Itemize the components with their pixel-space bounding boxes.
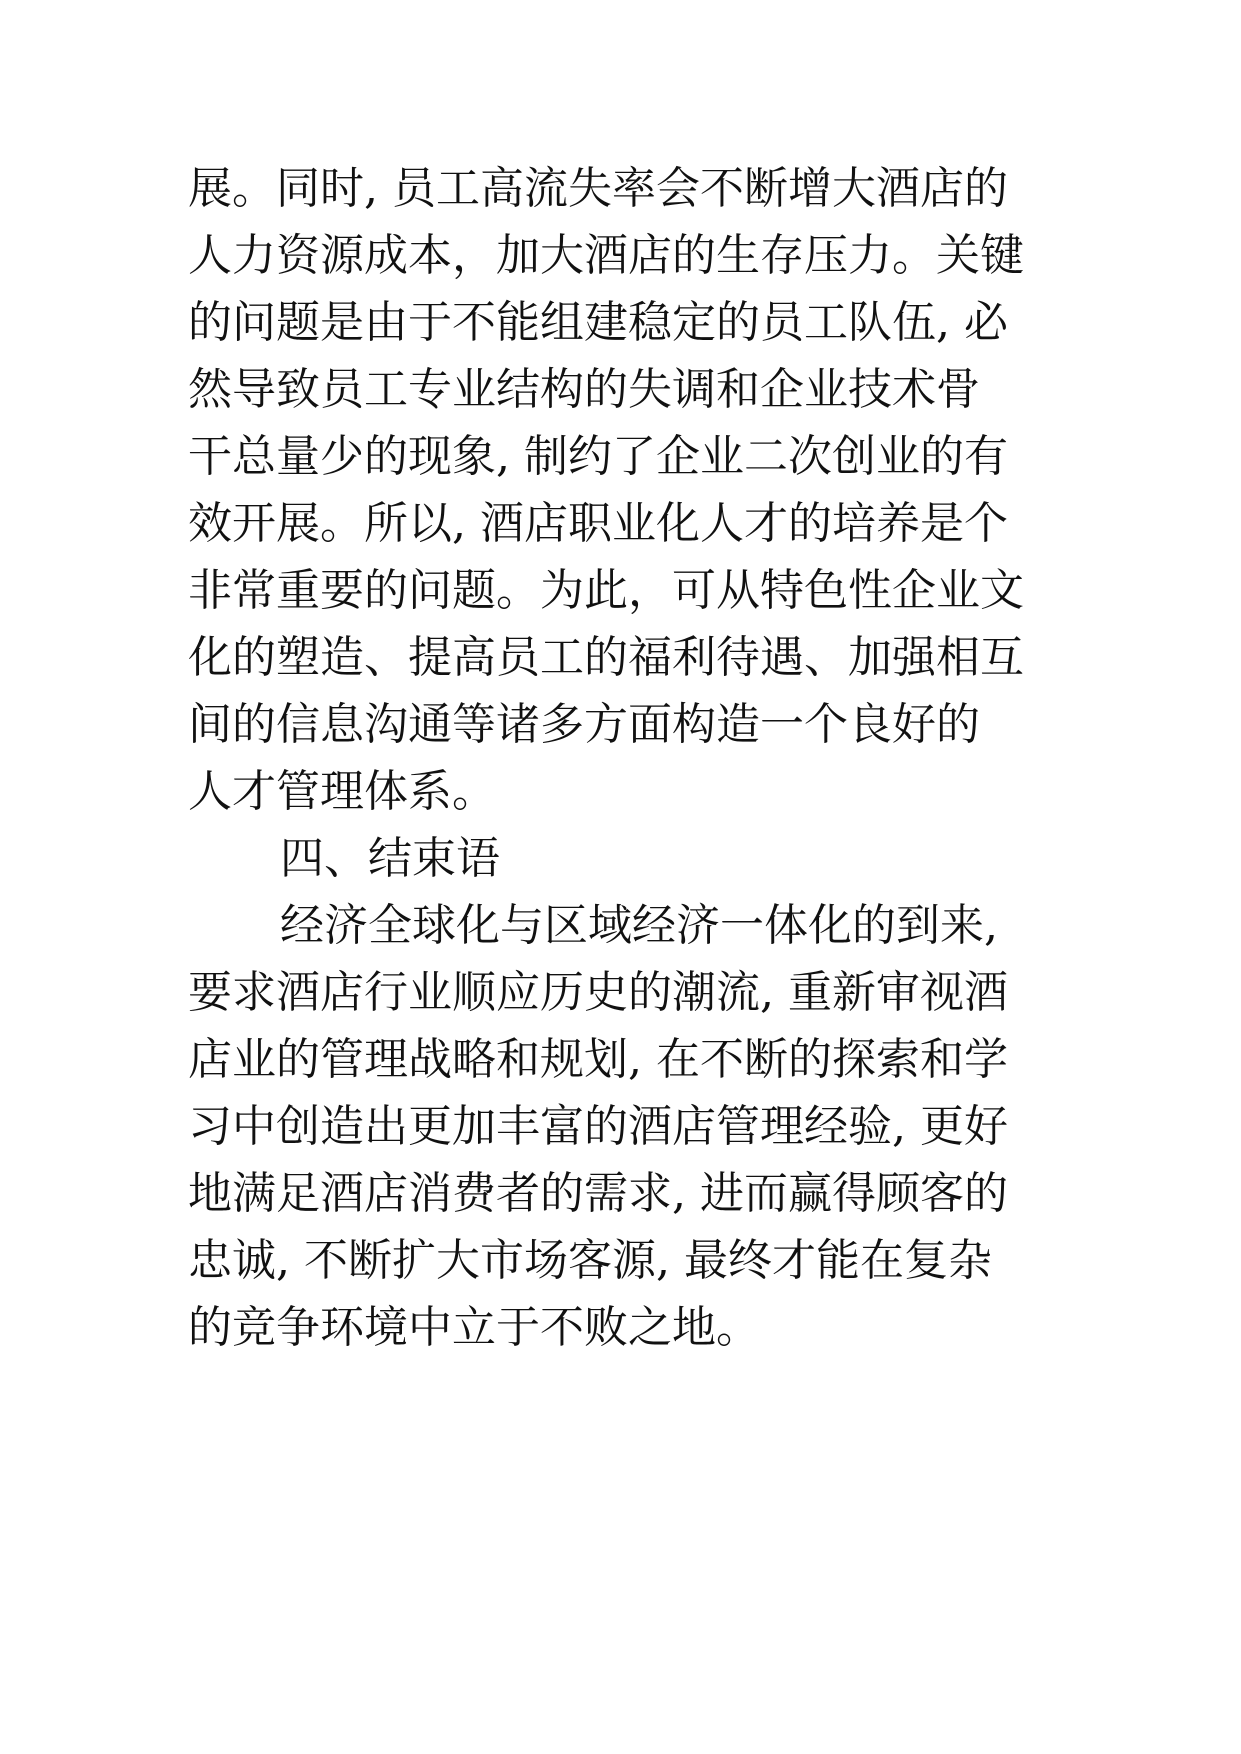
paragraph-line: 人才管理体系。: [188, 766, 496, 817]
conclusion-line: 店业的管理战略和规划, 在不断的探索和学: [188, 1034, 1008, 1085]
conclusion-line: 忠诚, 不断扩大市场客源, 最终才能在复杂: [188, 1235, 992, 1286]
paragraph-line: 效开展。所以, 酒店职业化人才的培养是个: [188, 498, 1008, 549]
conclusion-line: 习中创造出更加丰富的酒店管理经验, 更好: [188, 1101, 1008, 1152]
paragraph-line: 干总量少的现象, 制约了企业二次创业的有: [188, 431, 1008, 482]
section-heading: 四、结束语: [280, 833, 500, 884]
conclusion-line: 经济全球化与区域经济一体化的到来,: [280, 900, 998, 951]
paragraph-line: 人力资源成本，加大酒店的生存压力。关键: [188, 230, 1024, 281]
paragraph-line: 非常重要的问题。为此，可从特色性企业文: [188, 565, 1024, 616]
conclusion-line: 的竞争环境中立于不败之地。: [188, 1302, 760, 1353]
paragraph-line: 展。同时, 员工高流失率会不断增大酒店的: [188, 163, 1008, 214]
document-body: [188, 155, 1068, 1361]
paragraph-line: 然导致员工专业结构的失调和企业技术骨: [188, 364, 980, 415]
paragraph-line: 间的信息沟通等诸多方面构造一个良好的: [188, 699, 980, 750]
paragraph-line: 化的塑造、提高员工的福利待遇、加强相互: [188, 632, 1024, 683]
paragraph-line: 的问题是由于不能组建稳定的员工队伍, 必: [188, 297, 1008, 348]
conclusion-line: 要求酒店行业顺应历史的潮流, 重新审视酒: [188, 967, 1008, 1018]
conclusion-line: 地满足酒店消费者的需求, 进而赢得顾客的: [188, 1168, 1008, 1219]
